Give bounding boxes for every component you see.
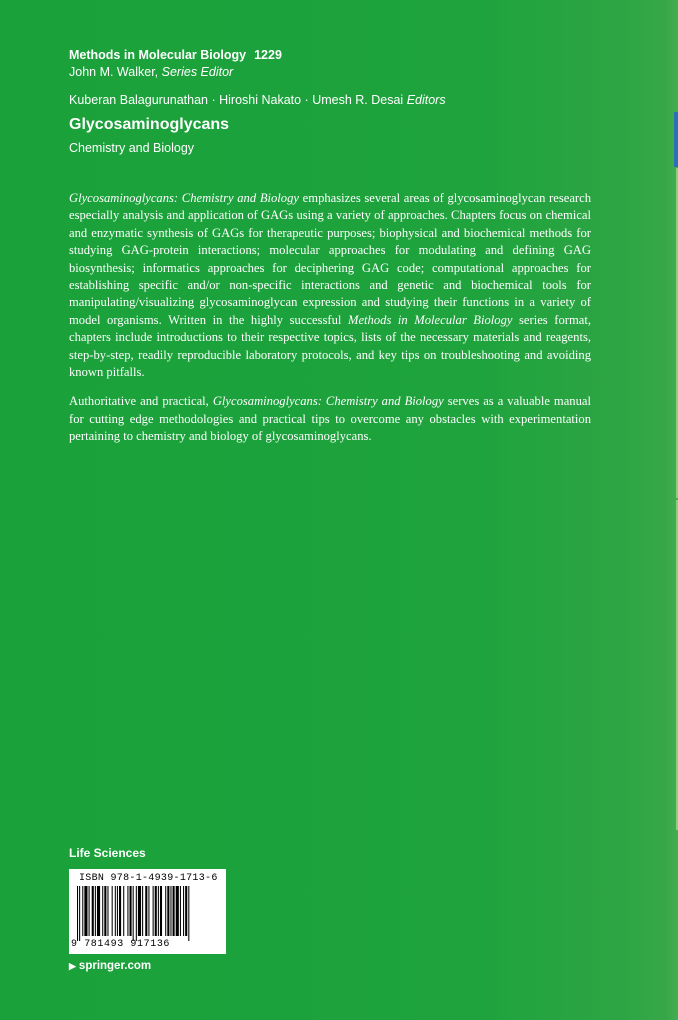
editors-role: Editors [406, 93, 446, 107]
barcode-bar [173, 886, 175, 936]
barcode-bar [158, 886, 159, 936]
blurb-text: emphasizes several areas of glycosaminoglycan research especially analysis and application of GAGs using a variety of approaches. Chapters focus on chemical and enzymatic synthesis of GAGs for therapeutic purposes; biophysical and biochemical methods for studying GAG-protein interactions; molecular approaches for modulating and defining GAG biosynthesis; informatics approaches for deciphering GAG code; computational approaches for establishing specific and/or non-specific interactions and genetic and biochemical tools for manipulating/visualizing glycosaminoglycan expression and studying their functions in a variety of model organisms. Written in the highly successful [69, 191, 592, 327]
barcode-bar [92, 886, 94, 936]
blurb-text: Authoritative and practical, [69, 394, 213, 409]
editors-line [69, 92, 446, 109]
triangle-right-icon: ▶ [69, 961, 76, 971]
barcode-digits: 9 781493 917136 [71, 939, 171, 950]
blurb-paragraph-2 [69, 393, 591, 445]
barcode-bar [165, 886, 166, 936]
spine-accent-mark [674, 112, 678, 167]
isbn-barcode [69, 869, 226, 954]
barcode-bar [95, 886, 96, 936]
barcode-bar [97, 886, 100, 936]
publisher-url: springer.com [78, 960, 152, 972]
barcode-bar [176, 886, 179, 936]
barcode-bar [167, 886, 169, 936]
blurb-paragraph-1 [69, 190, 591, 381]
barcode-bar [155, 886, 157, 936]
italic-book-title: Glycosaminoglycans: Chemistry and Biology [69, 191, 299, 205]
barcode-bar [84, 886, 87, 936]
barcode-bar [136, 886, 137, 941]
barcode-bar [89, 886, 90, 936]
barcode-bar [117, 886, 118, 936]
barcode-bar [104, 886, 106, 936]
subject-label: Life Sciences [69, 846, 146, 860]
series-name: Methods in Molecular Biology [69, 48, 247, 62]
barcode-bar [130, 886, 132, 936]
italic-book-title: Glycosaminoglycans: Chemistry and Biology [212, 394, 444, 409]
barcode-bar [107, 886, 108, 936]
barcode-bar [127, 886, 128, 936]
barcode-bar [185, 886, 187, 936]
barcode-bar [102, 886, 103, 936]
series-editor-role: Series Editor [161, 65, 234, 79]
isbn-label: ISBN 978-1-4939-1713-6 [79, 873, 218, 884]
barcode-bar [133, 886, 134, 941]
blurb [69, 190, 591, 458]
series-editor-line [69, 64, 446, 81]
barcode-bar [123, 886, 124, 936]
barcode-bar [115, 886, 116, 936]
editors-names: Kuberan Balagurunathan · Hiroshi Nakato · Umesh R. Desai [69, 93, 404, 107]
barcode-bar [183, 886, 184, 936]
barcode-bar [188, 886, 189, 941]
series-number: 1229 [254, 48, 282, 62]
barcode-bar [170, 886, 171, 936]
barcode-bars [75, 886, 220, 941]
barcode-bar [180, 886, 181, 936]
blurb-text: serves as a valuable manual for cutting edge methodologies and practical tips to overcome any obstacles with experimentation pertaining to chemistry and biology of glycosaminoglycans. [69, 394, 591, 444]
barcode-bar [153, 886, 154, 936]
barcode-bar [112, 886, 113, 936]
book-subtitle: Chemistry and Biology [69, 141, 195, 155]
barcode-bar [82, 886, 83, 936]
barcode-bar [160, 886, 162, 936]
series-editor-name: John M. Walker, [69, 65, 159, 79]
barcode-bar [119, 886, 121, 936]
barcode-bar [77, 886, 78, 941]
italic-series-title: Methods in Molecular Biology [347, 312, 513, 327]
cover-header [69, 47, 446, 157]
barcode-bar [138, 886, 141, 936]
series-line [69, 47, 446, 64]
barcode-bar [142, 886, 143, 936]
book-title: Glycosaminoglycans [69, 116, 230, 133]
barcode-bar [148, 886, 149, 936]
barcode-bar [145, 886, 147, 936]
barcode-bar [79, 886, 80, 941]
publisher-link[interactable] [69, 960, 151, 972]
blurb-text: series format, chapters include introductions to their respective topics, lists of the necessary materials and reagents, step-by-step, readily reproducible laboratory protocols, and key tips on troubleshooting and avoiding known pitfalls. [69, 312, 591, 380]
